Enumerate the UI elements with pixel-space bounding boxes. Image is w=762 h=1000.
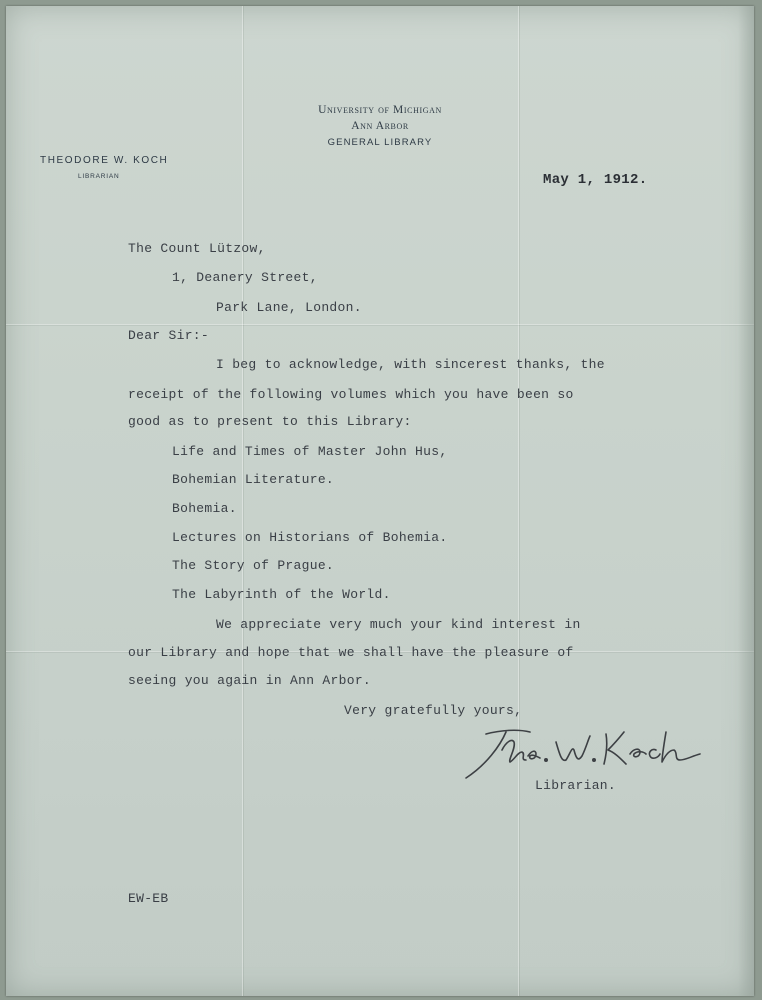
body-line: receipt of the following volumes which you have been so: [128, 387, 574, 402]
paper-edge-shadow: [738, 6, 754, 996]
book-title: Bohemian Literature.: [172, 472, 335, 487]
body-line: I beg to acknowledge, with sincerest thanks, the: [216, 357, 605, 372]
paper-fold: [6, 324, 754, 325]
letter-date: May 1, 1912.: [543, 172, 648, 188]
letterhead-department: GENERAL LIBRARY: [327, 137, 433, 148]
book-title: The Labyrinth of the World.: [172, 587, 391, 602]
paper-fold: [518, 6, 519, 996]
letterhead-title: LIBRARIAN: [78, 173, 120, 180]
closing: Very gratefully yours,: [344, 703, 523, 718]
body-line: seeing you again in Ann Arbor.: [128, 673, 372, 688]
paper-fold: [242, 6, 243, 996]
book-title: Bohemia.: [172, 501, 237, 516]
letterhead-name: THEODORE W. KOCH: [40, 155, 169, 166]
letterhead-university: University of Michigan: [318, 104, 442, 116]
recipient-name: The Count Lützow,: [128, 241, 266, 256]
body-line: good as to present to this Library:: [128, 414, 412, 429]
body-line: our Library and hope that we shall have the pleasure of: [128, 645, 574, 660]
body-line: We appreciate very much your kind interest in: [216, 617, 581, 632]
reference-initials: EW-EB: [128, 891, 169, 906]
letterhead-city: Ann Arbor: [351, 120, 409, 132]
salutation: Dear Sir:-: [128, 328, 210, 343]
signer-title: Librarian.: [535, 778, 617, 793]
book-title: The Story of Prague.: [172, 558, 335, 573]
book-title: Lectures on Historians of Bohemia.: [172, 530, 448, 545]
recipient-address-line-1: 1, Deanery Street,: [172, 270, 318, 285]
book-title: Life and Times of Master John Hus,: [172, 444, 448, 459]
recipient-address-line-2: Park Lane, London.: [216, 300, 362, 315]
